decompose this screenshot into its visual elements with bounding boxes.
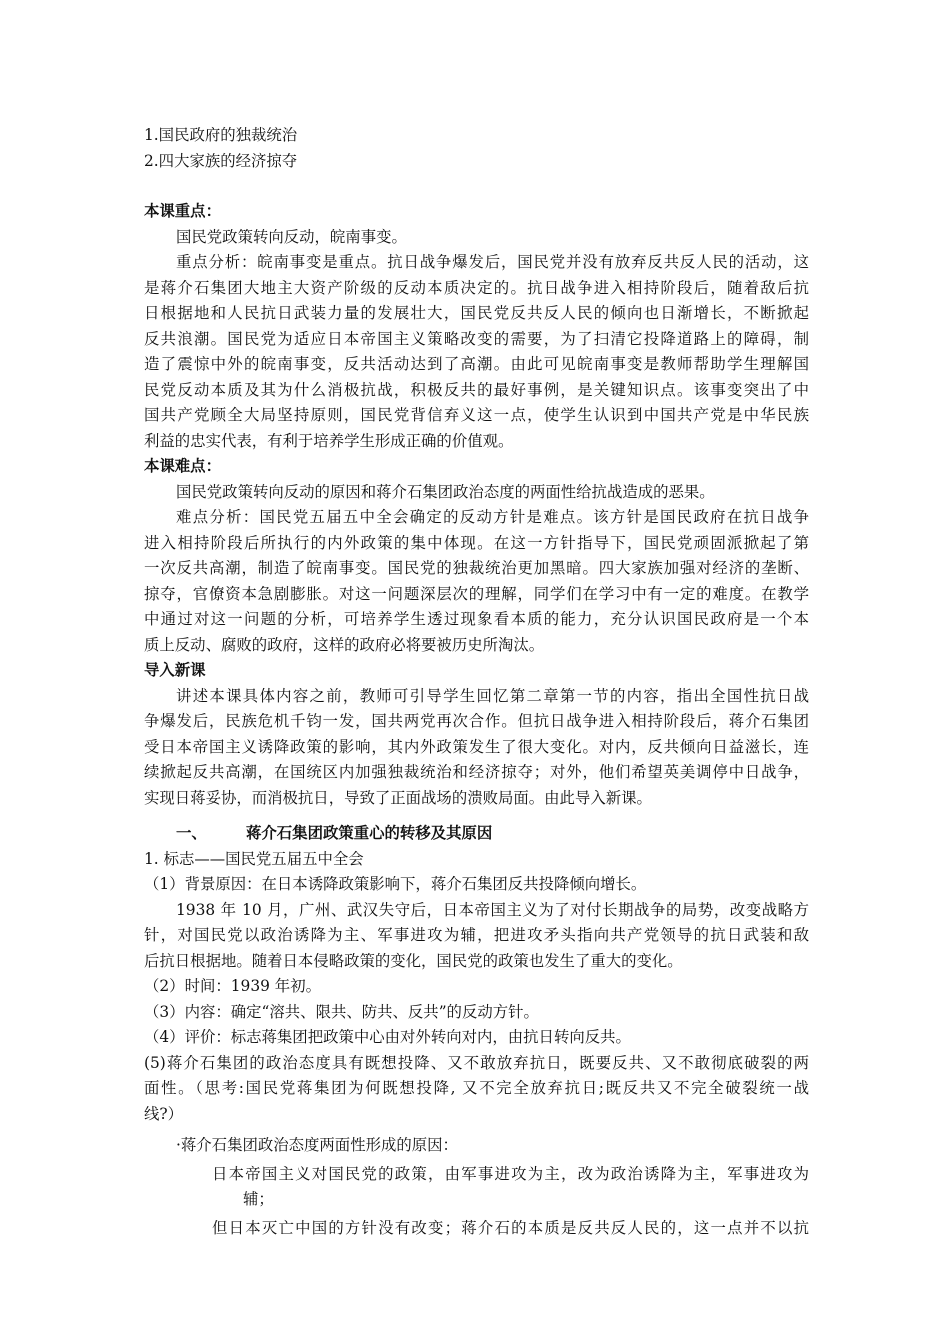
- reason-line: 但日本灭亡中国的方针没有改变；蒋介石的本质是反共反人民的，这一点并不以抗: [212, 1218, 809, 1237]
- duality-line: (5)蒋介石集团的政治态度具有既想投降、又不敢放弃抗日，既要反共、又不敢彻底破裂的两: [144, 1053, 809, 1072]
- difficulty-section: [144, 454, 809, 658]
- difficulty-heading: 本课难点：: [144, 457, 221, 475]
- evaluation-item: （4）评价：标志蒋集团把政策中心由对外转向对内，由抗日转向反共。: [144, 1028, 631, 1046]
- section-1-marker: 1. 标志——国民党五届五中全会: [144, 849, 364, 868]
- background-item: （1）背景原因：在日本诱降政策影响下，蒋介石集团反共投降倾向增长。: [144, 875, 647, 893]
- intro-line: 实现日蒋妥协，而消极抗日，导致了正面战场的溃败局面。由此导入新课。: [144, 788, 652, 807]
- difficulty-analysis-line: 难点分析：国民党五届五中全会确定的反动方针是难点。该方针是国民政府在抗日战争: [176, 508, 809, 526]
- background-detail-line: 针，对国民党以政治诱降为主、军事进攻为辅，把进攻矛头指向共产党领导的抗日武装和敌: [144, 926, 809, 944]
- background-detail-line: 1938 年 10 月，广州、武汉失守后，日本帝国主义为了对付长期战争的局势，改变战略方: [176, 900, 809, 919]
- section-1: [144, 821, 809, 1241]
- key-point-analysis-line: 是蒋介石集团大地主大资产阶级的反动本质决定的。抗日战争进入相持阶段后，随着敌后抗: [144, 278, 809, 297]
- reason-line: 辅；: [243, 1190, 274, 1208]
- difficulty-analysis-line: 中通过对这一问题的分析，可培养学生透过现象看本质的能力，充分认识国民政府是一个本: [144, 610, 809, 628]
- objective-item: 2.四大家族的经济掠夺: [144, 151, 298, 170]
- key-point-summary: 国民党政策转向反动，皖南事变。: [176, 227, 407, 246]
- intro-line: 续掀起反共高潮，在国统区内加强独裁统治和经济掠夺；对外，他们希望英美调停中日战争，: [144, 763, 809, 781]
- key-point-analysis-line: 造了震惊中外的皖南事变，反共活动达到了高潮。由此可见皖南事变是教师帮助学生理解国: [144, 355, 809, 373]
- difficulty-analysis-line: 质上反动、腐败的政府，这样的政府必将要被历史所淘汰。: [144, 635, 545, 654]
- duality-reason-heading: ·蒋介石集团政治态度两面性形成的原因：: [176, 1136, 458, 1154]
- difficulty-analysis-line: 一次反共高潮，制造了皖南事变。国民党的独裁统治更加黑暗。四大家族加强对经济的垄断、: [144, 559, 809, 577]
- duality-line: 面性。（思考:国民党蒋集团为何既想投降, 又不完全放弃抗日;既反共又不完全破裂统一战: [144, 1079, 809, 1097]
- intro-line: 讲述本课具体内容之前，教师可引导学生回忆第二章第一节的内容，指出全国性抗日战: [176, 686, 809, 705]
- difficulty-analysis-line: 进入相持阶段后所执行的内外政策的集中体现。在这一方针指导下，国民党顽固派掀起了第: [144, 533, 809, 552]
- section-1-heading: [144, 821, 809, 847]
- duality-line: 线?）: [144, 1104, 184, 1123]
- section-1-title: 蒋介石集团政策重心的转移及其原因: [246, 824, 493, 842]
- key-point-analysis-line: 重点分析：皖南事变是重点。抗日战争爆发后，国民党并没有放弃反共反人民的活动，这: [176, 253, 809, 271]
- content-item: （3）内容：确定“溶共、限共、防共、反共”的反动方针。: [144, 1002, 539, 1021]
- key-point-analysis-line: 日根据地和人民抗日武装力量的发展壮大，国民党反共反人民的倾向也日渐增长，不断掀起: [144, 304, 809, 322]
- background-detail-line: 后抗日根据地。随着日本侵略政策的变化，国民党的政策也发生了重大的变化。: [144, 951, 683, 970]
- key-point-analysis-line: 民党反动本质及其为什么消极抗战，积极反共的最好事例，是关键知识点。该事变突出了中: [144, 380, 809, 399]
- intro-line: 受日本帝国主义诱降政策的影响，其内外政策发生了很大变化。对内，反共倾向日益滋长，连: [144, 737, 809, 756]
- key-point-analysis-line: 利益的忠实代表，有利于培养学生形成正确的价值观。: [144, 431, 514, 450]
- objectives-list: [144, 123, 809, 174]
- intro-line: 争爆发后，民族危机千钧一发，国共两党再次合作。但抗日战争进入相持阶段后，蒋介石集团: [144, 712, 809, 730]
- difficulty-analysis-line: 掠夺，官僚资本急剧膨胀。对这一问题深层次的理解，同学们在学习中有一定的难度。在教学: [144, 584, 809, 603]
- key-point-heading: 本课重点：: [144, 202, 221, 220]
- time-item: （2）时间：1939 年初。: [144, 977, 321, 995]
- key-point-analysis-line: 反共浪潮。国民党为适应日本帝国主义策略改变的需要，为了扫清它投降道路上的障碍，制: [144, 329, 809, 348]
- reason-line: 日本帝国主义对国民党的政策，由军事进攻为主，改为政治诱降为主，军事进攻为: [212, 1164, 809, 1183]
- intro-heading: 导入新课: [144, 661, 206, 679]
- section-1-number: 一、: [176, 824, 207, 842]
- intro-section: [144, 658, 809, 811]
- difficulty-summary: 国民党政策转向反动的原因和蒋介石集团政治态度的两面性给抗战造成的恶果。: [176, 482, 715, 501]
- key-point-analysis-line: 国共产党顾全大局坚持原则，国民党背信弃义这一点，使学生认识到中国共产党是中华民族: [144, 406, 809, 424]
- key-point-section: [144, 199, 809, 454]
- objective-item: 1.国民政府的独裁统治: [144, 126, 298, 144]
